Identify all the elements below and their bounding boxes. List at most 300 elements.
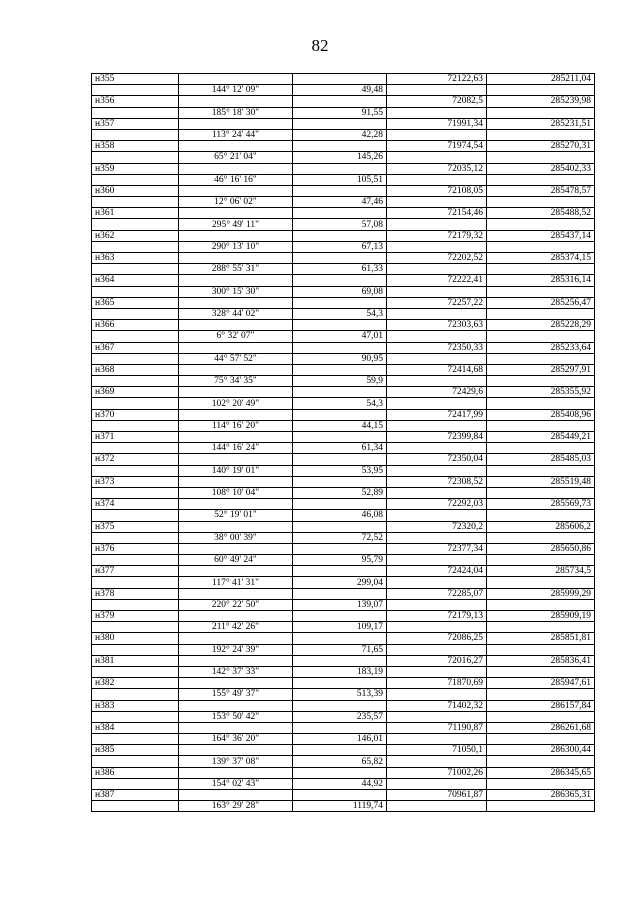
empty-cell: [487, 398, 595, 409]
point-x: 71002,26: [387, 767, 487, 778]
point-name: н359: [92, 163, 179, 174]
empty-cell: [92, 532, 179, 543]
empty-cell: [387, 510, 487, 521]
segment-angle: 144° 16' 24": [179, 443, 293, 454]
point-row: [92, 230, 595, 241]
point-row: [92, 163, 595, 174]
empty-cell: [179, 253, 293, 264]
segment-row: [92, 174, 595, 185]
empty-cell: [487, 85, 595, 96]
point-x: 71974,54: [387, 141, 487, 152]
segment-distance: 46,08: [293, 510, 387, 521]
segment-row: [92, 532, 595, 543]
point-name: н380: [92, 633, 179, 644]
point-row: [92, 588, 595, 599]
point-row: [92, 767, 595, 778]
point-row: [92, 387, 595, 398]
segment-row: [92, 644, 595, 655]
empty-cell: [293, 476, 387, 487]
point-x: 72377,34: [387, 543, 487, 554]
empty-cell: [487, 465, 595, 476]
segment-angle: 185° 18' 30": [179, 107, 293, 118]
point-x: 72285,07: [387, 588, 487, 599]
empty-cell: [92, 107, 179, 118]
point-name: н371: [92, 432, 179, 443]
point-y: 285488,52: [487, 208, 595, 219]
point-x: 72086,25: [387, 633, 487, 644]
empty-cell: [293, 163, 387, 174]
empty-cell: [487, 734, 595, 745]
point-name: н367: [92, 342, 179, 353]
empty-cell: [487, 532, 595, 543]
empty-cell: [387, 264, 487, 275]
empty-cell: [293, 611, 387, 622]
segment-angle: 140° 19' 01": [179, 465, 293, 476]
empty-cell: [293, 700, 387, 711]
segment-angle: 6° 32' 07": [179, 331, 293, 342]
empty-cell: [387, 644, 487, 655]
page-number: 82: [311, 36, 329, 55]
point-y: 285569,73: [487, 499, 595, 510]
point-y: 285402,33: [487, 163, 595, 174]
segment-angle: 154° 02' 43": [179, 778, 293, 789]
empty-cell: [92, 420, 179, 431]
point-x: 72122,63: [387, 74, 487, 85]
point-y: 285734,5: [487, 566, 595, 577]
empty-cell: [179, 767, 293, 778]
empty-cell: [179, 141, 293, 152]
empty-cell: [92, 174, 179, 185]
empty-cell: [92, 241, 179, 252]
empty-cell: [487, 801, 595, 812]
empty-cell: [487, 666, 595, 677]
point-x: 72399,84: [387, 432, 487, 443]
segment-distance: 57,08: [293, 219, 387, 230]
empty-cell: [293, 320, 387, 331]
segment-distance: 61,33: [293, 264, 387, 275]
segment-row: [92, 577, 595, 588]
empty-cell: [293, 543, 387, 554]
point-y: 285519,48: [487, 476, 595, 487]
segment-distance: 183,19: [293, 666, 387, 677]
point-x: 71402,32: [387, 700, 487, 711]
segment-distance: 61,34: [293, 443, 387, 454]
empty-cell: [293, 342, 387, 353]
empty-cell: [179, 790, 293, 801]
segment-row: [92, 85, 595, 96]
empty-cell: [387, 555, 487, 566]
empty-cell: [92, 398, 179, 409]
point-x: 72350,33: [387, 342, 487, 353]
segment-distance: 91,55: [293, 107, 387, 118]
empty-cell: [387, 420, 487, 431]
empty-cell: [293, 230, 387, 241]
segment-distance: 95,79: [293, 555, 387, 566]
empty-cell: [92, 353, 179, 364]
empty-cell: [293, 499, 387, 510]
segment-distance: 53,95: [293, 465, 387, 476]
empty-cell: [92, 689, 179, 700]
empty-cell: [293, 275, 387, 286]
segment-distance: 69,08: [293, 286, 387, 297]
segment-row: [92, 308, 595, 319]
segment-angle: 38° 00' 39": [179, 532, 293, 543]
segment-row: [92, 107, 595, 118]
segment-row: [92, 487, 595, 498]
empty-cell: [387, 532, 487, 543]
empty-cell: [293, 745, 387, 756]
empty-cell: [179, 320, 293, 331]
segment-distance: 47,46: [293, 197, 387, 208]
empty-cell: [387, 197, 487, 208]
segment-row: [92, 734, 595, 745]
segment-angle: 139° 37' 08": [179, 756, 293, 767]
empty-cell: [387, 241, 487, 252]
point-row: [92, 499, 595, 510]
point-y: 286345,65: [487, 767, 595, 778]
point-row: [92, 476, 595, 487]
segment-angle: 75° 34' 35": [179, 376, 293, 387]
point-name: н363: [92, 253, 179, 264]
empty-cell: [179, 476, 293, 487]
empty-cell: [293, 432, 387, 443]
point-x: 72202,52: [387, 253, 487, 264]
segment-distance: 72,52: [293, 532, 387, 543]
empty-cell: [92, 331, 179, 342]
point-y: 285270,31: [487, 141, 595, 152]
point-row: [92, 633, 595, 644]
point-row: [92, 74, 595, 85]
empty-cell: [179, 364, 293, 375]
segment-angle: 290° 13' 10": [179, 241, 293, 252]
empty-cell: [92, 152, 179, 163]
empty-cell: [487, 756, 595, 767]
empty-cell: [179, 409, 293, 420]
empty-cell: [387, 286, 487, 297]
empty-cell: [387, 756, 487, 767]
empty-cell: [293, 185, 387, 196]
segment-angle: 142° 37' 33": [179, 666, 293, 677]
segment-distance: 65,82: [293, 756, 387, 767]
empty-cell: [92, 264, 179, 275]
point-row: [92, 745, 595, 756]
empty-cell: [487, 577, 595, 588]
empty-cell: [487, 107, 595, 118]
segment-distance: 44,15: [293, 420, 387, 431]
point-name: н358: [92, 141, 179, 152]
empty-cell: [293, 655, 387, 666]
segment-distance: 42,28: [293, 129, 387, 140]
point-row: [92, 253, 595, 264]
empty-cell: [487, 353, 595, 364]
empty-cell: [179, 678, 293, 689]
empty-cell: [487, 510, 595, 521]
point-y: 285316,14: [487, 275, 595, 286]
empty-cell: [487, 264, 595, 275]
empty-cell: [92, 644, 179, 655]
empty-cell: [487, 689, 595, 700]
point-row: [92, 185, 595, 196]
segment-distance: 44,92: [293, 778, 387, 789]
point-y: 285478,57: [487, 185, 595, 196]
empty-cell: [92, 599, 179, 610]
empty-cell: [179, 74, 293, 85]
point-name: н362: [92, 230, 179, 241]
segment-row: [92, 666, 595, 677]
point-x: 72308,52: [387, 476, 487, 487]
segment-distance: 235,57: [293, 711, 387, 722]
segment-angle: 295° 49' 11": [179, 219, 293, 230]
segment-row: [92, 689, 595, 700]
empty-cell: [387, 599, 487, 610]
point-x: 71050,1: [387, 745, 487, 756]
empty-cell: [387, 487, 487, 498]
segment-angle: 163° 29' 28": [179, 801, 293, 812]
point-name: н386: [92, 767, 179, 778]
segment-row: [92, 510, 595, 521]
empty-cell: [92, 129, 179, 140]
empty-cell: [387, 689, 487, 700]
empty-cell: [179, 655, 293, 666]
point-x: 72257,22: [387, 297, 487, 308]
point-row: [92, 543, 595, 554]
empty-cell: [387, 152, 487, 163]
empty-cell: [179, 230, 293, 241]
point-y: 285231,51: [487, 118, 595, 129]
empty-cell: [92, 756, 179, 767]
empty-cell: [179, 700, 293, 711]
point-row: [92, 722, 595, 733]
point-name: н379: [92, 611, 179, 622]
point-name: н368: [92, 364, 179, 375]
point-row: [92, 342, 595, 353]
point-name: н360: [92, 185, 179, 196]
segment-row: [92, 197, 595, 208]
point-x: 72414,68: [387, 364, 487, 375]
empty-cell: [387, 577, 487, 588]
point-x: 72154,46: [387, 208, 487, 219]
empty-cell: [487, 443, 595, 454]
point-row: [92, 790, 595, 801]
point-name: н355: [92, 74, 179, 85]
point-x: 72082,5: [387, 96, 487, 107]
point-y: 285239,98: [487, 96, 595, 107]
point-y: 285256,47: [487, 297, 595, 308]
point-x: 72222,41: [387, 275, 487, 286]
empty-cell: [179, 297, 293, 308]
segment-angle: 117° 41' 31": [179, 577, 293, 588]
point-x: 72303,63: [387, 320, 487, 331]
point-name: н365: [92, 297, 179, 308]
segment-distance: 109,17: [293, 622, 387, 633]
point-row: [92, 275, 595, 286]
segment-distance: 146,01: [293, 734, 387, 745]
segment-angle: 192° 24' 39": [179, 644, 293, 655]
empty-cell: [487, 174, 595, 185]
segment-angle: 300° 15' 30": [179, 286, 293, 297]
point-row: [92, 320, 595, 331]
segment-row: [92, 398, 595, 409]
point-name: н357: [92, 118, 179, 129]
segment-row: [92, 331, 595, 342]
segment-distance: 139,07: [293, 599, 387, 610]
empty-cell: [179, 588, 293, 599]
point-name: н387: [92, 790, 179, 801]
segment-row: [92, 152, 595, 163]
empty-cell: [179, 499, 293, 510]
empty-cell: [387, 308, 487, 319]
segment-row: [92, 711, 595, 722]
segment-row: [92, 622, 595, 633]
point-x: 71190,87: [387, 722, 487, 733]
point-x: 72429,6: [387, 387, 487, 398]
empty-cell: [293, 208, 387, 219]
point-row: [92, 454, 595, 465]
empty-cell: [92, 666, 179, 677]
point-name: н370: [92, 409, 179, 420]
segment-angle: 144° 12' 09": [179, 85, 293, 96]
empty-cell: [387, 778, 487, 789]
segment-row: [92, 599, 595, 610]
empty-cell: [293, 588, 387, 599]
empty-cell: [92, 487, 179, 498]
segment-angle: 114° 16' 20": [179, 420, 293, 431]
point-y: 285228,29: [487, 320, 595, 331]
point-y: 285449,21: [487, 432, 595, 443]
point-row: [92, 678, 595, 689]
segment-row: [92, 555, 595, 566]
point-y: 286261,68: [487, 722, 595, 733]
empty-cell: [92, 555, 179, 566]
segment-distance: 71,65: [293, 644, 387, 655]
point-row: [92, 96, 595, 107]
empty-cell: [179, 387, 293, 398]
empty-cell: [179, 118, 293, 129]
empty-cell: [92, 577, 179, 588]
segment-row: [92, 353, 595, 364]
point-row: [92, 141, 595, 152]
empty-cell: [179, 611, 293, 622]
point-x: 72292,03: [387, 499, 487, 510]
segment-row: [92, 465, 595, 476]
point-x: 71991,34: [387, 118, 487, 129]
empty-cell: [293, 141, 387, 152]
segment-distance: 54,3: [293, 308, 387, 319]
point-row: [92, 655, 595, 666]
point-y: 285836,41: [487, 655, 595, 666]
segment-angle: 288° 55' 31": [179, 264, 293, 275]
point-row: [92, 118, 595, 129]
empty-cell: [387, 443, 487, 454]
empty-cell: [293, 633, 387, 644]
empty-cell: [293, 521, 387, 532]
point-y: 285947,61: [487, 678, 595, 689]
empty-cell: [387, 734, 487, 745]
point-name: н378: [92, 588, 179, 599]
empty-cell: [487, 420, 595, 431]
segment-row: [92, 376, 595, 387]
point-name: н376: [92, 543, 179, 554]
segment-row: [92, 241, 595, 252]
point-x: 72035,12: [387, 163, 487, 174]
empty-cell: [179, 185, 293, 196]
empty-cell: [487, 555, 595, 566]
point-name: н381: [92, 655, 179, 666]
point-row: [92, 700, 595, 711]
point-row: [92, 432, 595, 443]
empty-cell: [293, 118, 387, 129]
empty-cell: [487, 644, 595, 655]
empty-cell: [179, 745, 293, 756]
segment-angle: 12° 06' 02": [179, 197, 293, 208]
empty-cell: [179, 566, 293, 577]
point-y: 285437,14: [487, 230, 595, 241]
point-row: [92, 364, 595, 375]
segment-distance: 145,26: [293, 152, 387, 163]
empty-cell: [487, 711, 595, 722]
empty-cell: [487, 487, 595, 498]
empty-cell: [387, 107, 487, 118]
empty-cell: [387, 801, 487, 812]
empty-cell: [487, 129, 595, 140]
point-y: 285650,86: [487, 543, 595, 554]
empty-cell: [92, 85, 179, 96]
segment-angle: 155° 49' 37": [179, 689, 293, 700]
empty-cell: [293, 678, 387, 689]
segment-row: [92, 420, 595, 431]
empty-cell: [92, 801, 179, 812]
empty-cell: [179, 342, 293, 353]
empty-cell: [387, 622, 487, 633]
segment-distance: 49,48: [293, 85, 387, 96]
point-y: 286365,31: [487, 790, 595, 801]
empty-cell: [92, 197, 179, 208]
empty-cell: [179, 432, 293, 443]
point-x: 72417,99: [387, 409, 487, 420]
empty-cell: [487, 308, 595, 319]
segment-row: [92, 801, 595, 812]
empty-cell: [179, 208, 293, 219]
segment-angle: 60° 49' 24": [179, 555, 293, 566]
segment-angle: 153° 50' 42": [179, 711, 293, 722]
empty-cell: [387, 174, 487, 185]
empty-cell: [92, 465, 179, 476]
segment-distance: 1119,74: [293, 801, 387, 812]
point-name: н369: [92, 387, 179, 398]
empty-cell: [487, 197, 595, 208]
point-x: 72350,04: [387, 454, 487, 465]
empty-cell: [387, 353, 487, 364]
segment-distance: 105,51: [293, 174, 387, 185]
point-name: н375: [92, 521, 179, 532]
point-row: [92, 208, 595, 219]
empty-cell: [487, 219, 595, 230]
segment-angle: 220° 22' 50": [179, 599, 293, 610]
empty-cell: [179, 722, 293, 733]
empty-cell: [293, 767, 387, 778]
segment-row: [92, 443, 595, 454]
empty-cell: [92, 510, 179, 521]
point-y: 286300,44: [487, 745, 595, 756]
segment-angle: 211° 42' 26": [179, 622, 293, 633]
empty-cell: [487, 622, 595, 633]
coordinates-table-body: [92, 74, 595, 812]
point-row: [92, 566, 595, 577]
segment-angle: 102° 20' 49": [179, 398, 293, 409]
point-y: 285297,91: [487, 364, 595, 375]
empty-cell: [387, 219, 487, 230]
empty-cell: [293, 409, 387, 420]
